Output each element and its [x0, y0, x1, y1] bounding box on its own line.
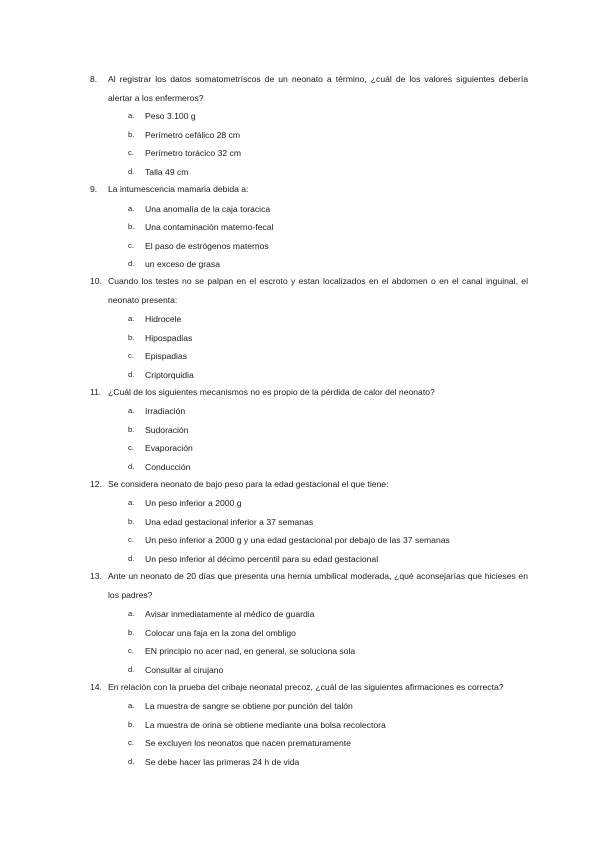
answer-option	[128, 534, 528, 546]
option-text: Epispadias	[145, 351, 188, 361]
answer-option	[128, 129, 528, 141]
answer-option	[128, 461, 528, 473]
option-letter: a.	[128, 314, 135, 323]
option-letter: d.	[128, 757, 135, 766]
option-text: El paso de estrógenos maternos	[145, 241, 269, 251]
option-letter: b.	[128, 628, 135, 637]
option-text: Criptorquidia	[145, 370, 194, 380]
answer-option	[128, 240, 528, 252]
option-letter: c.	[128, 535, 134, 544]
option-text: Una anomalía de la caja toracica	[145, 204, 271, 214]
question	[90, 567, 528, 605]
question-text: Al registrar los datos somatometríscos de un neonato a término, ¿cuál de los valores siguientes debería alertar a los enfermeros?	[108, 74, 528, 103]
option-letter: c.	[128, 148, 134, 157]
option-letter: b.	[128, 333, 135, 342]
question	[90, 70, 528, 108]
option-text: Peso 3.100 g	[145, 111, 196, 121]
option-letter: b.	[128, 720, 135, 729]
answer-option	[128, 700, 528, 712]
question-text: La intumescencia mamaria debida a:	[108, 184, 249, 194]
answer-option	[128, 645, 528, 657]
question-number: 13.	[90, 571, 102, 581]
answer-option	[128, 332, 528, 344]
option-letter: a.	[128, 204, 135, 213]
question-number: 12.	[90, 479, 102, 489]
option-text: Una contaminación materno-fecal	[145, 222, 274, 232]
option-letter: a.	[128, 701, 135, 710]
option-text: Talla 49 cm	[145, 167, 189, 177]
option-letter: a.	[128, 406, 135, 415]
answer-option	[128, 497, 528, 509]
question-text: ¿Cuál de los siguientes mecanismos no es propio de la pérdida de calor del neonato?	[108, 387, 435, 397]
question-number: 9.	[90, 184, 98, 194]
option-letter: b.	[128, 517, 135, 526]
option-text: Conducción	[145, 462, 191, 472]
option-text: Se debe hacer las primeras 24 h de vida	[145, 757, 300, 767]
option-text: Perímetro torácico 32 cm	[145, 148, 241, 158]
answer-option	[128, 516, 528, 528]
option-text: Colocar una faja en la zona del ombligo	[145, 628, 296, 638]
option-letter: c.	[128, 443, 134, 452]
option-letter: c.	[128, 646, 134, 655]
question-number: 10.	[90, 276, 102, 286]
answer-option	[128, 664, 528, 676]
option-text: EN principio no acer nad, en general, se soluciona sola	[145, 646, 356, 656]
answer-option	[128, 553, 528, 565]
answer-option	[128, 719, 528, 731]
option-text: Un peso inferior a 2000 g	[145, 498, 242, 508]
option-letter: a.	[128, 609, 135, 618]
option-text: un exceso de grasa	[145, 259, 221, 269]
option-text: Consultar al cirujano	[145, 665, 224, 675]
question	[90, 180, 528, 199]
option-text: Hipospadias	[145, 333, 193, 343]
answer-option	[128, 627, 528, 639]
answer-option	[128, 147, 528, 159]
answer-option	[128, 424, 528, 436]
option-letter: a.	[128, 498, 135, 507]
answer-option	[128, 369, 528, 381]
answer-option	[128, 405, 528, 417]
option-text: Una edad gestacional inferior a 37 semanas	[145, 517, 314, 527]
option-letter: c.	[128, 738, 134, 747]
option-letter: c.	[128, 351, 134, 360]
question-text: Cuando los testes no se palpan en el escroto y estan localizados en el abdomen o en el canal inguinal, el neonato presenta:	[108, 276, 528, 305]
answer-option	[128, 221, 528, 233]
option-text: La muestra de sangre se obtiene por punción del talón	[145, 701, 353, 711]
answer-option	[128, 166, 528, 178]
option-letter: c.	[128, 241, 134, 250]
answer-option	[128, 203, 528, 215]
option-text: Evaporación	[145, 443, 193, 453]
option-letter: d.	[128, 167, 135, 176]
answer-option	[128, 608, 528, 620]
option-text: Sudoración	[145, 425, 189, 435]
option-letter: b.	[128, 130, 135, 139]
option-text: La muestra de orina se obtiene mediante una bolsa recolectora	[145, 720, 386, 730]
option-text: Un peso inferior a 2000 g y una edad gestacional por debajo de las 37 semanas	[145, 535, 450, 545]
option-text: Hidrocele	[145, 314, 182, 324]
answer-option	[128, 350, 528, 362]
option-letter: d.	[128, 259, 135, 268]
question	[90, 272, 528, 310]
option-letter: d.	[128, 370, 135, 379]
option-text: Se excluyen los neonatos que nacen prematuramente	[145, 738, 351, 748]
option-letter: d.	[128, 554, 135, 563]
question-number: 14.	[90, 682, 102, 692]
option-letter: d.	[128, 665, 135, 674]
answer-option	[128, 313, 528, 325]
question	[90, 475, 528, 494]
option-letter: b.	[128, 425, 135, 434]
answer-option	[128, 110, 528, 122]
option-letter: a.	[128, 111, 135, 120]
option-text: Avisar inmediatamente al médico de guardia	[145, 609, 315, 619]
question-number: 8.	[90, 74, 98, 84]
answer-option	[128, 442, 528, 454]
question-text: Se considera neonato de bajo peso para la edad gestacional el que tiene:	[108, 479, 389, 489]
question-number: 11.	[90, 387, 102, 397]
answer-option	[128, 737, 528, 749]
option-letter: d.	[128, 462, 135, 471]
option-text: Un peso inferior al décimo percentil para su edad gestacional	[145, 554, 379, 564]
question	[90, 383, 528, 402]
question-text: Ante un neonato de 20 días que presenta una hernia umbilical moderada, ¿qué aconsejarías que hicieses en los padres?	[108, 571, 528, 600]
option-text: Irradiación	[145, 406, 186, 416]
answer-option	[128, 258, 528, 270]
answer-option	[128, 756, 528, 768]
option-text: Perímetro cefálico 28 cm	[145, 130, 241, 140]
question	[90, 678, 528, 697]
option-letter: b.	[128, 222, 135, 231]
question-text: En relación con la prueba del cribaje neonatal precoz, ¿cuál de las siguientes afirmaciones es correcta?	[108, 682, 504, 692]
